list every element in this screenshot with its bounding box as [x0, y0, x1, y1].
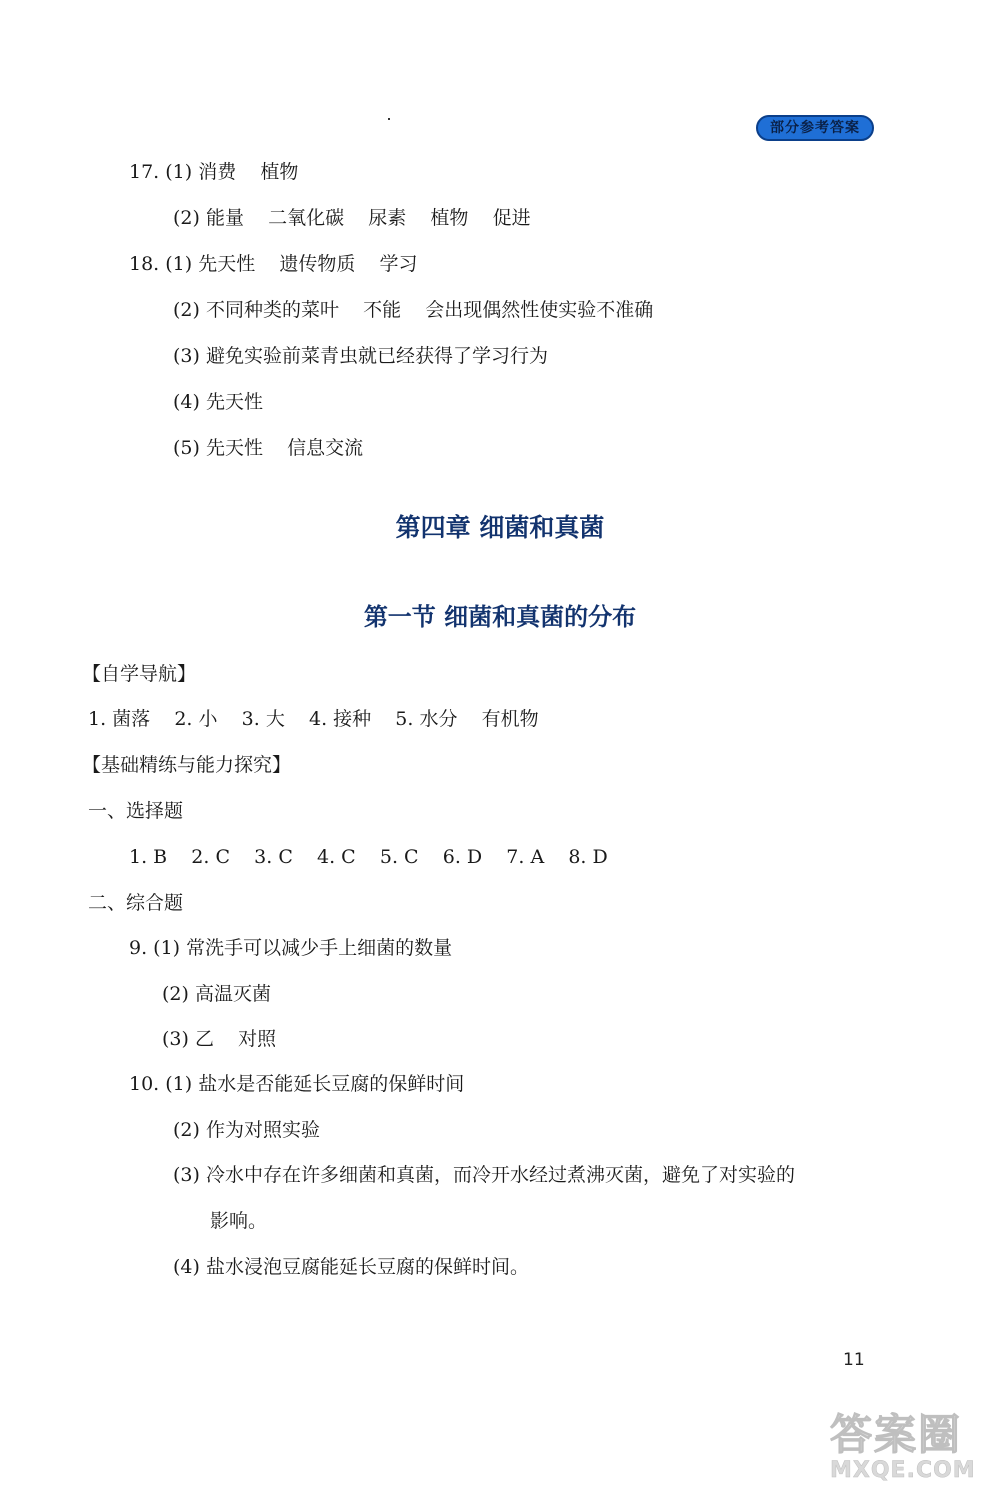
answer-18-3: (3) 避免实验前菜青虫就已经获得了学习行为 — [173, 345, 548, 367]
part2-heading: 二、综合题 — [88, 892, 184, 914]
answer-18-5: (5) 先天性 信息交流 — [173, 437, 364, 459]
answer-17-1: 17. (1) 消费 植物 — [129, 161, 299, 183]
watermark-url-text: MXQE.COM — [830, 1458, 976, 1483]
part1-answers: 1. B 2. C 3. C 4. C 5. C 6. D 7. A 8. D — [129, 846, 608, 868]
self-study-answers: 1. 菌落 2. 小 3. 大 4. 接种 5. 水分 有机物 — [88, 708, 539, 730]
answer-10-3: (3) 冷水中存在许多细菌和真菌，而冷开水经过煮沸灭菌，避免了对实验的 — [173, 1164, 795, 1186]
site-watermark — [830, 1412, 998, 1498]
part1-heading: 一、选择题 — [88, 800, 184, 822]
page-number: 11 — [843, 1350, 865, 1370]
answer-18-4: (4) 先天性 — [173, 391, 263, 413]
chapter-title: 第四章 细菌和真菌 — [395, 513, 605, 542]
answer-10-1: 10. (1) 盐水是否能延长豆腐的保鲜时间 — [129, 1073, 465, 1095]
answer-9-3: (3) 乙 对照 — [162, 1028, 277, 1050]
self-study-heading: 【自学导航】 — [82, 663, 197, 685]
section-badge: 部分参考答案 — [756, 115, 874, 141]
answer-9-2: (2) 高温灭菌 — [162, 983, 271, 1005]
answer-17-2: (2) 能量 二氧化碳 尿素 植物 促进 — [173, 207, 531, 229]
speck-mark — [388, 118, 390, 120]
practice-heading: 【基础精练与能力探究】 — [82, 754, 292, 776]
answer-9-1: 9. (1) 常洗手可以减少手上细菌的数量 — [129, 937, 453, 959]
section-title: 第一节 细菌和真菌的分布 — [363, 603, 637, 631]
answer-10-3-cont: 影响。 — [210, 1210, 268, 1232]
answer-10-4: (4) 盐水浸泡豆腐能延长豆腐的保鲜时间。 — [173, 1256, 529, 1278]
answer-18-2: (2) 不同种类的菜叶 不能 会出现偶然性使实验不准确 — [173, 299, 654, 321]
answer-10-2: (2) 作为对照实验 — [173, 1119, 320, 1141]
answer-18-1: 18. (1) 先天性 遗传物质 学习 — [129, 253, 418, 275]
watermark-logo-text: 答案圈 — [830, 1410, 963, 1459]
